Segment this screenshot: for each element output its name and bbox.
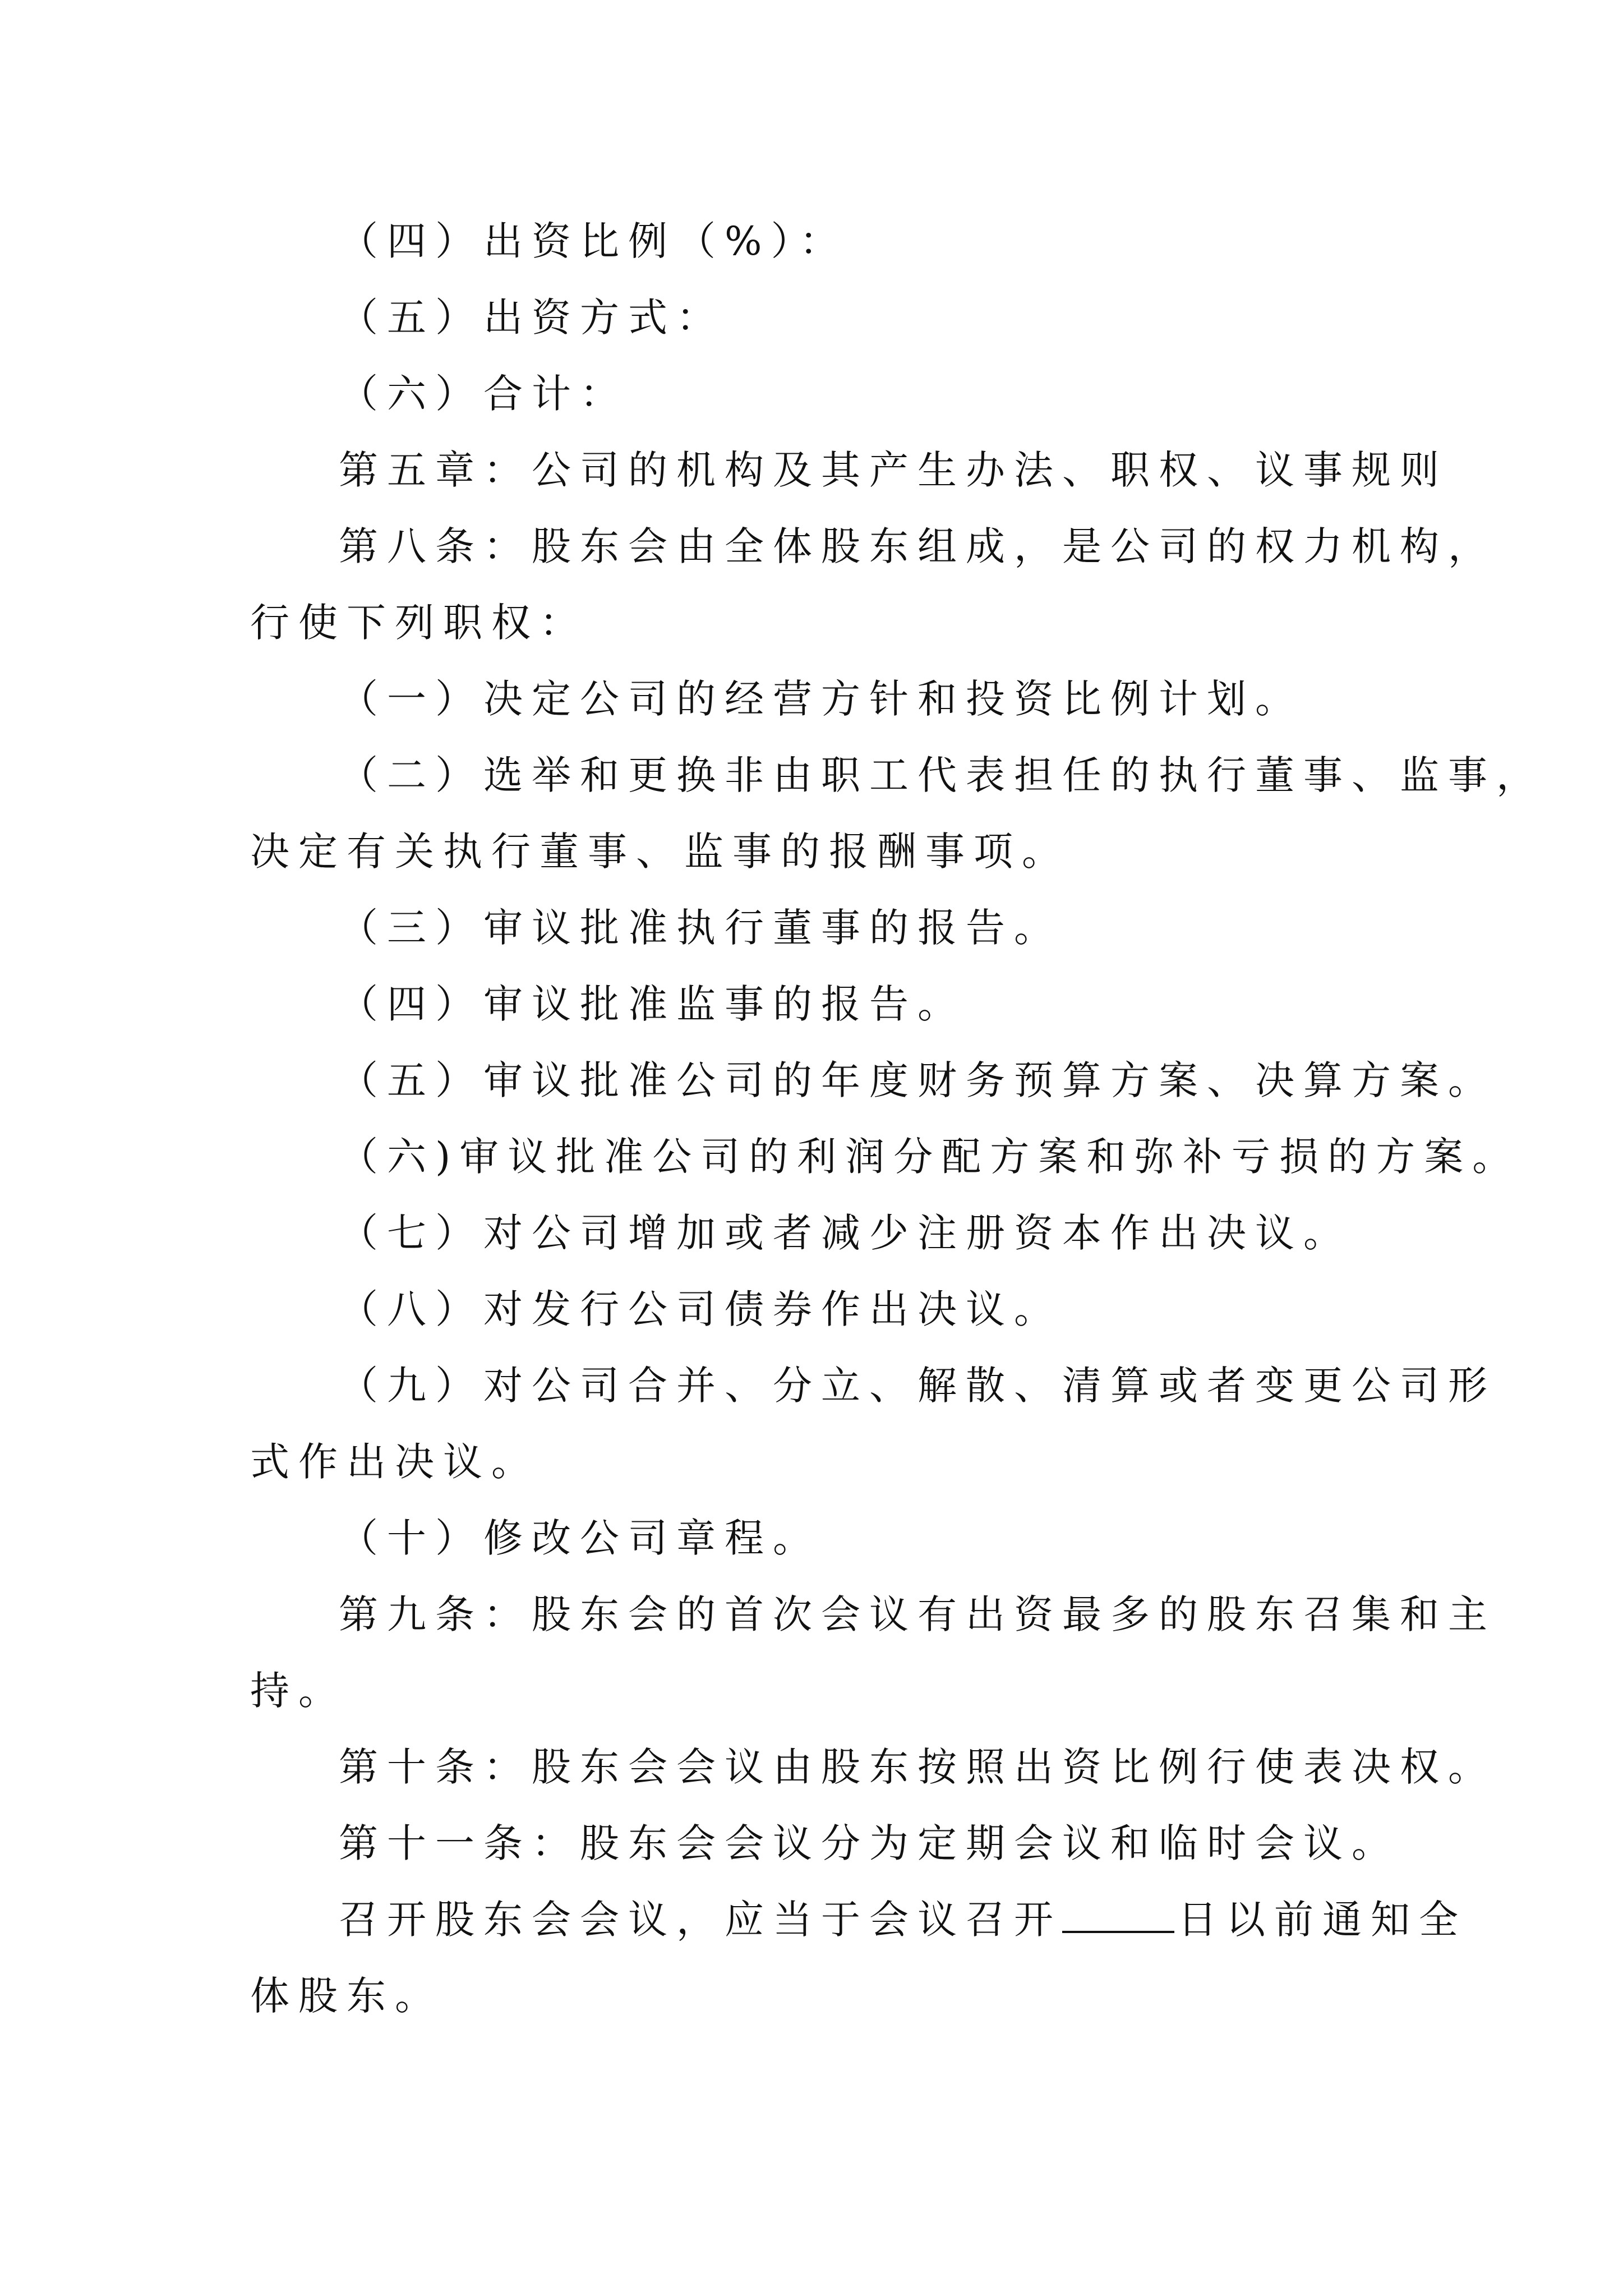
article-8-text-line-2: 行使下列职权： (250, 600, 588, 646)
clause-4-capital-ratio: （四）出资比例（%）： (339, 218, 848, 264)
meeting-notice-text-after-blank: 日以前通知全 (1178, 1897, 1467, 1943)
clause-6-total: （六）合计： (339, 371, 628, 417)
power-item-5: （五）审议批准公司的年度财务预算方案、决算方案。 (339, 1057, 1496, 1103)
power-item-10: （十）修改公司章程。 (339, 1515, 821, 1561)
article-9-line-2: 持。 (250, 1668, 347, 1714)
chapter-5-heading: 第五章：公司的机构及其产生办法、职权、议事规则 (339, 447, 1448, 493)
days-fill-in-blank[interactable] (1062, 1896, 1174, 1933)
power-item-6: （六)审议批准公司的利润分配方案和弥补亏损的方案。 (339, 1134, 1521, 1180)
power-item-7: （七）对公司增加或者减少注册资本作出决议。 (339, 1210, 1352, 1256)
clause-5-capital-method: （五）出资方式： (339, 295, 725, 341)
power-item-1: （一）决定公司的经营方针和投资比例计划。 (339, 676, 1303, 722)
power-item-4: （四）审议批准监事的报告。 (339, 981, 966, 1027)
power-item-8: （八）对发行公司债券作出决议。 (339, 1286, 1062, 1332)
power-item-9-line-2: 式作出决议。 (250, 1439, 540, 1485)
meeting-notice-line-1 (339, 1892, 1467, 1948)
article-11: 第十一条：股东会会议分为定期会议和临时会议。 (339, 1820, 1400, 1866)
power-item-3: （三）审议批准执行董事的报告。 (339, 905, 1062, 951)
power-item-2-line-1: （二）选举和更换非由职工代表担任的执行董事、监事， (339, 752, 1544, 798)
power-item-2-line-2: 决定有关执行董事、监事的报酬事项。 (250, 829, 1070, 875)
power-item-9-line-1: （九）对公司合并、分立、解散、清算或者变更公司形 (339, 1363, 1496, 1409)
article-9-line-1: 第九条：股东会的首次会议有出资最多的股东召集和主 (339, 1591, 1496, 1637)
article-10: 第十条：股东会会议由股东按照出资比例行使表决权。 (339, 1744, 1496, 1790)
meeting-notice-text-before-blank: 召开股东会会议，应当于会议召开 (339, 1897, 1062, 1943)
meeting-notice-line-2: 体股东。 (250, 1973, 443, 2019)
article-8-text-line-1: 第八条：股东会由全体股东组成，是公司的权力机构， (339, 523, 1496, 569)
